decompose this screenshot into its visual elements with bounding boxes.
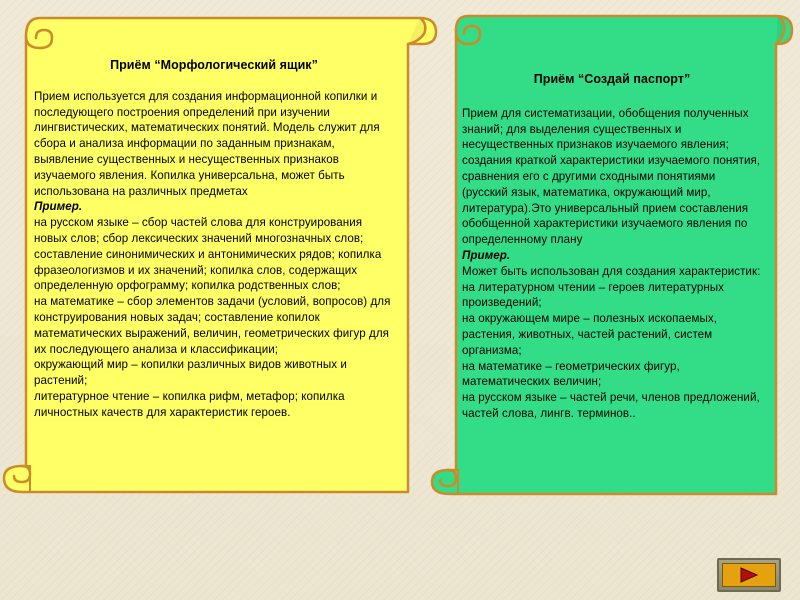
- right-panel: [462, 72, 762, 422]
- right-example-math: на математике – геометрических фигур, математических величин;: [462, 359, 680, 389]
- right-example-intro: Может быть использован для создания характеристик:: [462, 264, 761, 278]
- left-panel-description: Прием используется для создания информационной копилки и последующего построения определений при изучении лингвистических, математических понятий. Модель служит для сбора и анализа информации по заданным признакам, выявление существенных и несущественных признаков изучаемого явления. Копилка универсальна, может быть использована на различных предметах: [34, 89, 380, 198]
- next-slide-button[interactable]: [717, 558, 781, 592]
- right-panel-description: Прием для систематизации, обобщения полученных знаний; для выделения существенных и несущественных признаков изучаемого явления; создания краткой характеристики изучаемого понятия, сравнения его с другими сходными понятиями (русский язык, математика, окружающий мир, литература).Это универсальный прием составления обобщенной характеристики изучаемого явления по определенному плану: [462, 106, 761, 247]
- right-example-literature: на литературном чтении – героев литературных произведений;: [462, 280, 725, 310]
- play-arrow-icon: [738, 566, 760, 584]
- left-example-label: Пример.: [34, 200, 83, 214]
- right-example-russian: на русском языке – частей речи, членов предложений, частей слова, лингв. терминов..: [462, 391, 760, 420]
- right-example-label: Пример.: [462, 248, 511, 262]
- right-panel-title: Приём “Создай паспорт”: [533, 72, 691, 86]
- left-panel-title: Приём “Морфологический ящик”: [110, 58, 318, 72]
- left-panel: [34, 58, 394, 421]
- right-example-world: на окружающем мире – полезных ископаемых, растения, животных, частей растений, систем организма;: [462, 312, 717, 357]
- left-example-russian: на русском языке – сбор частей слова для конструирования новых слов; сбор лексических значений многозначных слов; составление синонимических и антонимических рядов; копилка фразеологизмов и их значений; копилка слов, содержащих определенную орфограмму; копилка родственных слов;: [34, 216, 382, 293]
- left-example-world: окружающий мир – копилки различных видов животных и растений;: [34, 358, 347, 388]
- next-slide-button-face[interactable]: [722, 563, 776, 587]
- left-example-literature: литературное чтение – копилка рифм, метафор; копилка личностных качеств для характеристик героев.: [34, 389, 345, 419]
- left-example-math: на математике – сбор элементов задачи (условий, вопросов) для конструирования новых задач; составление копилок математических выражений, величин, геометрических фигур для их последующего анализа и классификации;: [34, 295, 391, 356]
